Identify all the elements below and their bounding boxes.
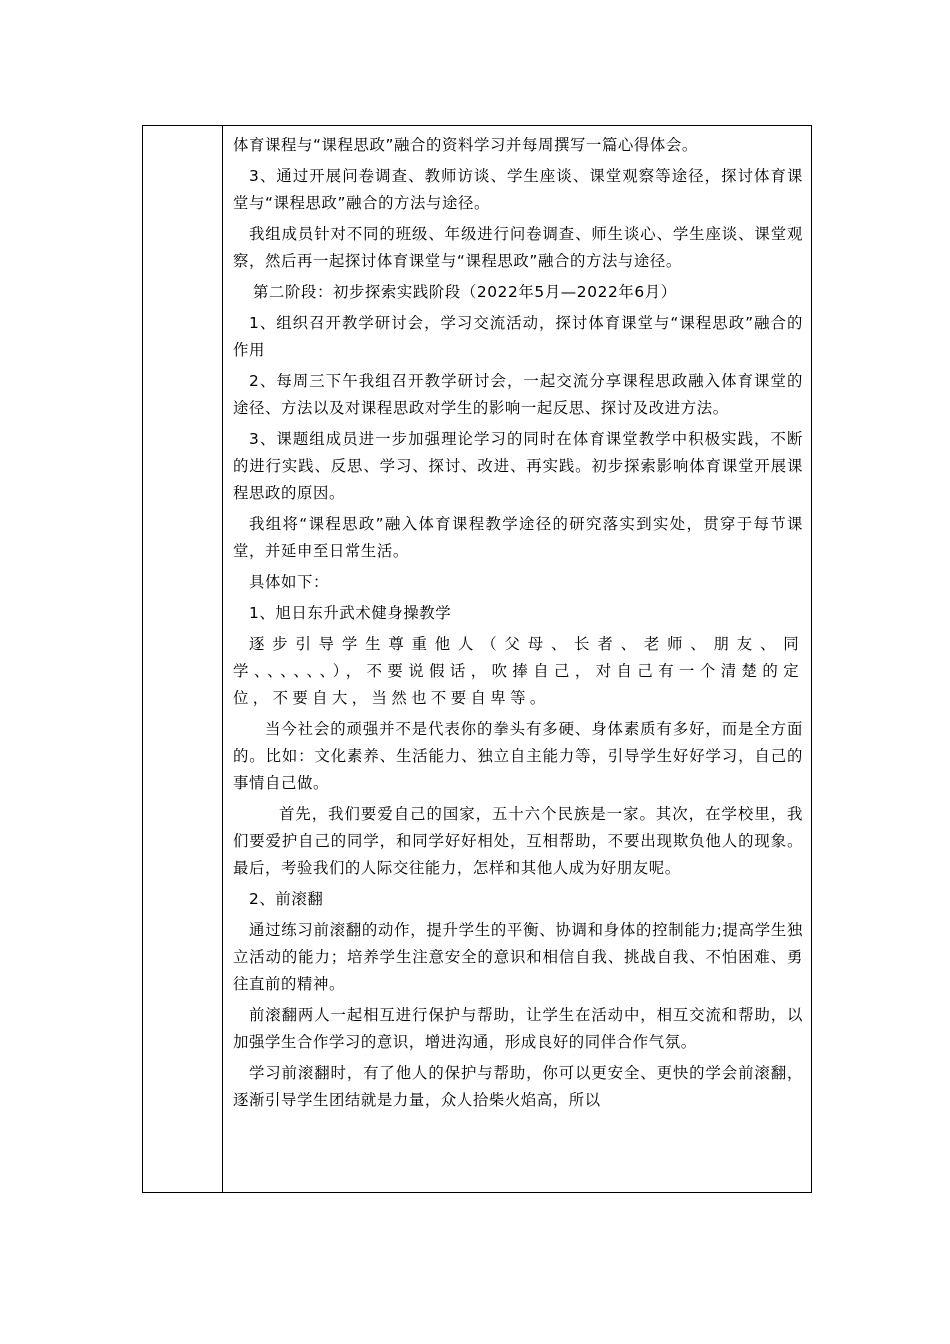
specifics-label: 具体如下： <box>249 573 329 591</box>
paragraph-15: 通过练习前滚翻的动作，提升学生的平衡、协调和身体的控制能力;提高学生独立活动的能力；培养学生注意安全的意识和相信自我、挑战自我、不怕困难、勇往直前的精神。 <box>233 921 803 993</box>
paragraph-1: 体育课程与“课程思政”融合的资料学习并每周撰写一篇心得体会。 <box>233 136 698 154</box>
paragraph-12: 当今社会的顽强并不是代表你的拳头有多硬、身体素质有多好，而是全方面的。比如：文化素养、生活能力、独立自主能力等，引导学生好好学习，自己的事情自己做。 <box>233 720 803 792</box>
paragraph-2: 3、通过开展问卷调查、教师访谈、学生座谈、课堂观察等途径，探讨体育课堂与“课程思政”融合的方法与途径。 <box>233 167 803 212</box>
left-column-cell <box>143 126 223 1192</box>
paragraph-16: 前滚翻两人一起相互进行保护与帮助，让学生在活动中，相互交流和帮助，以加强学生合作学习的意识，增进沟通，形成良好的同伴合作气氛。 <box>233 1006 803 1051</box>
item-2-heading: 2、前滚翻 <box>249 890 324 908</box>
paragraph-11: 逐步引导学生尊重他人（父母、长者、老师、朋友、同学、、、、、、），不要说假话，吹捧自己，对自己有一个清楚的定位，不要自大，当然也不要自卑等。 <box>233 635 803 707</box>
paragraph-17: 学习前滚翻时，有了他人的保护与帮助，你可以更安全、更快的学会前滚翻，逐渐引导学生团结就是力量，众人拾柴火焰高，所以 <box>233 1064 803 1109</box>
paragraph-8: 我组将“课程思政”融入体育课程教学途径的研究落实到实处，贯穿于每节课堂，并延申至日常生活。 <box>233 515 803 560</box>
paragraph-7: 3、课题组成员进一步加强理论学习的同时在体育课堂教学中积极实践，不断的进行实践、反思、学习、探讨、改进、再实践。初步探索影响体育课堂开展课程思政的原因。 <box>233 430 803 502</box>
item-1-heading: 1、旭日东升武术健身操教学 <box>249 604 452 622</box>
content-cell <box>224 126 811 1192</box>
paragraph-6: 2、每周三下午我组召开教学研讨会，一起交流分享课程思政融入体育课堂的途径、方法以及对课程思政对学生的影响一起反思、探讨及改进方法。 <box>233 372 803 417</box>
stage-two-heading: 第二阶段：初步探索实践阶段（2022年5月—2022年6月） <box>253 283 677 301</box>
paragraph-3: 我组成员针对不同的班级、年级进行问卷调查、师生谈心、学生座谈、课堂观察，然后再一起探讨体育课堂与“课程思政”融合的方法与途径。 <box>233 225 803 270</box>
paragraph-5: 1、组织召开教学研讨会，学习交流活动，探讨体育课堂与“课程思政”融合的作用 <box>233 314 803 359</box>
document-table <box>142 125 812 1193</box>
paragraph-13: 首先，我们要爱自己的国家，五十六个民族是一家。其次，在学校里，我们要爱护自己的同学，和同学好好相处，互相帮助，不要出现欺负他人的现象。最后，考验我们的人际交往能力，怎样和其他人成为好朋友呢。 <box>233 805 803 877</box>
